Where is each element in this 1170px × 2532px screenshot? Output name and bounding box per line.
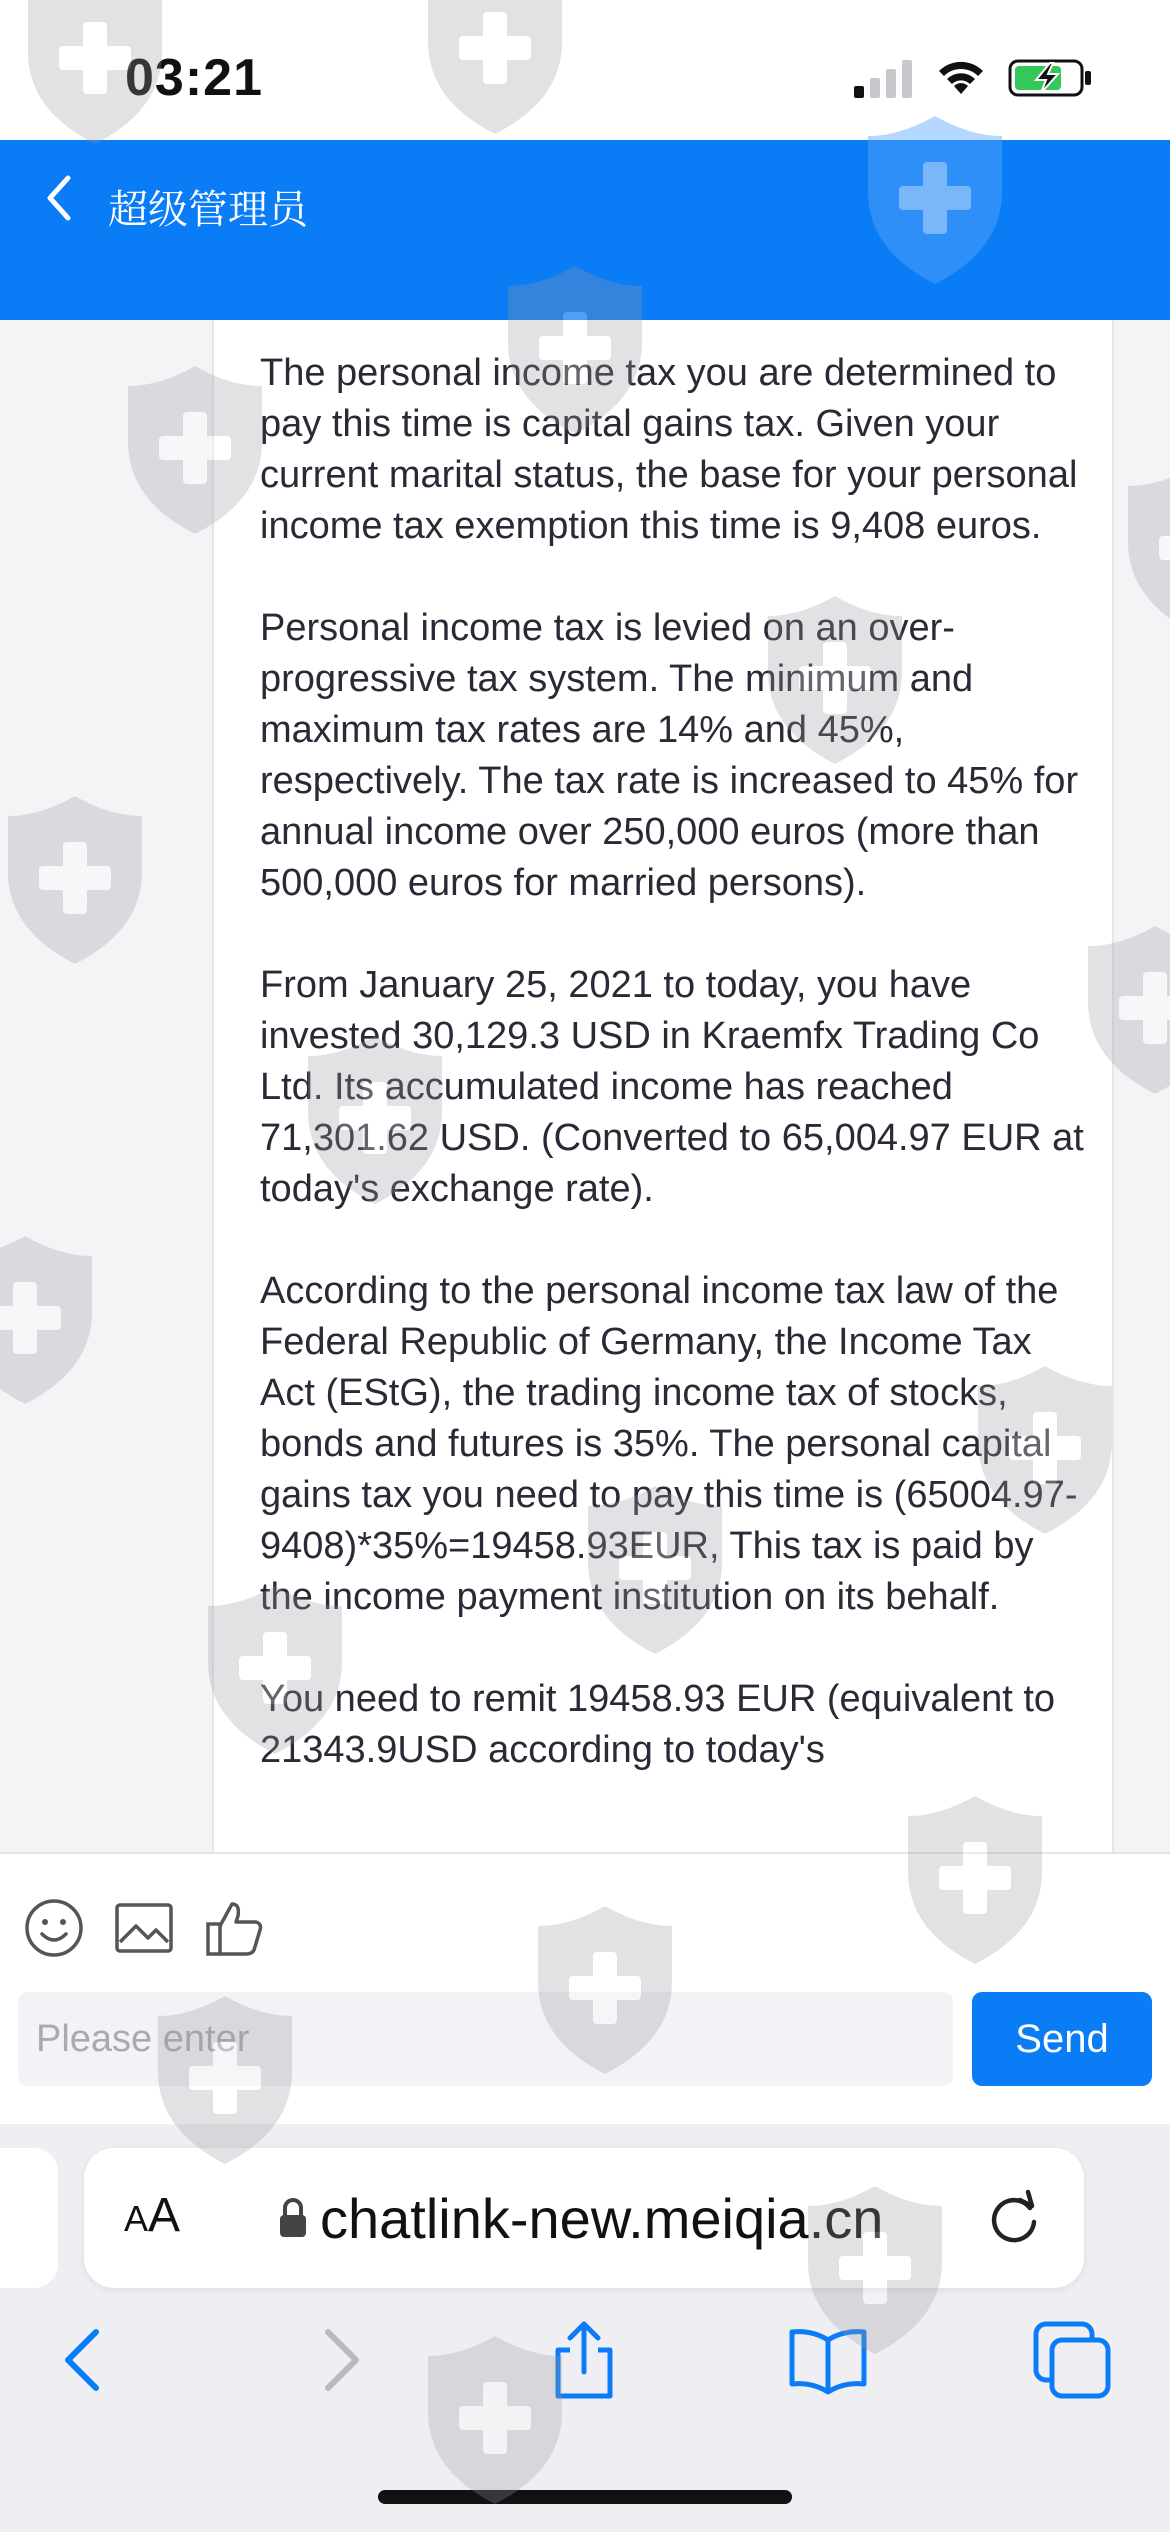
home-indicator bbox=[378, 2490, 792, 2504]
send-button[interactable]: Send bbox=[972, 1992, 1152, 2086]
status-time: 03:21 bbox=[125, 49, 263, 107]
back-chevron-icon[interactable] bbox=[36, 168, 84, 228]
message-paragraph: Personal income tax is levied on an over-progressive tax system. The minimum and maximum tax rates are 14% and 45%, respectively. The tax rate is increased to 45% for annual income over 250,000 euros (more than 500,000 euros for married persons). bbox=[260, 607, 1079, 904]
message-bubble bbox=[212, 320, 1114, 1852]
message-input[interactable] bbox=[18, 1992, 953, 2086]
chat-messages[interactable] bbox=[0, 320, 1170, 1852]
message-paragraph: According to the personal income tax law of the Federal Republic of Germany, the Income Tax Act (EStG), the trading income tax of stocks, bonds and futures is 35%. The personal capital gains tax you need to pay this time is (65004.97-9408)*35%=19458.93EUR, This tax is paid by the income payment institution on its behalf. bbox=[260, 1270, 1078, 1618]
forward-icon[interactable] bbox=[296, 2318, 380, 2402]
message-paragraph: The personal income tax you are determined to pay this time is capital gains tax. Given your current marital status, the base for your personal income tax exemption this time is 9,408 euros. bbox=[260, 352, 1078, 547]
thumbs-up-icon[interactable] bbox=[202, 1896, 266, 1960]
message-paragraph: You need to remit 19458.93 EUR (equivalent to 21343.9USD according to today's bbox=[260, 1678, 1056, 1771]
text-size-large-a: A bbox=[148, 2189, 181, 2242]
lock-icon bbox=[278, 2196, 308, 2240]
adjacent-tab-preview[interactable] bbox=[0, 2148, 58, 2288]
reload-icon[interactable] bbox=[984, 2186, 1044, 2250]
message-text bbox=[260, 348, 1090, 1827]
bookmarks-icon[interactable] bbox=[786, 2318, 870, 2402]
wifi-icon bbox=[935, 56, 987, 96]
url-text[interactable]: chatlink-new.meiqia.cn bbox=[320, 2187, 884, 2250]
status-bar bbox=[0, 0, 1170, 140]
message-paragraph: From January 25, 2021 to today, you have invested 30,129.3 USD in Kraemfx Trading Co Ltd. Its accumulated income has reached 71,301.62 USD. (Converted to 65,004.97 EUR at today's exchange rate). bbox=[260, 964, 1084, 1210]
battery-charging-icon bbox=[1008, 58, 1094, 98]
text-size-small-a: A bbox=[124, 2198, 149, 2239]
cellular-signal-icon bbox=[852, 58, 914, 98]
chat-title: 超级管理员 bbox=[108, 187, 308, 233]
back-icon[interactable] bbox=[44, 2318, 128, 2402]
text-size-button[interactable] bbox=[124, 2188, 180, 2243]
share-icon[interactable] bbox=[542, 2318, 626, 2402]
tabs-icon[interactable] bbox=[1030, 2318, 1114, 2402]
image-icon[interactable] bbox=[112, 1896, 176, 1960]
emoji-icon[interactable] bbox=[22, 1896, 86, 1960]
